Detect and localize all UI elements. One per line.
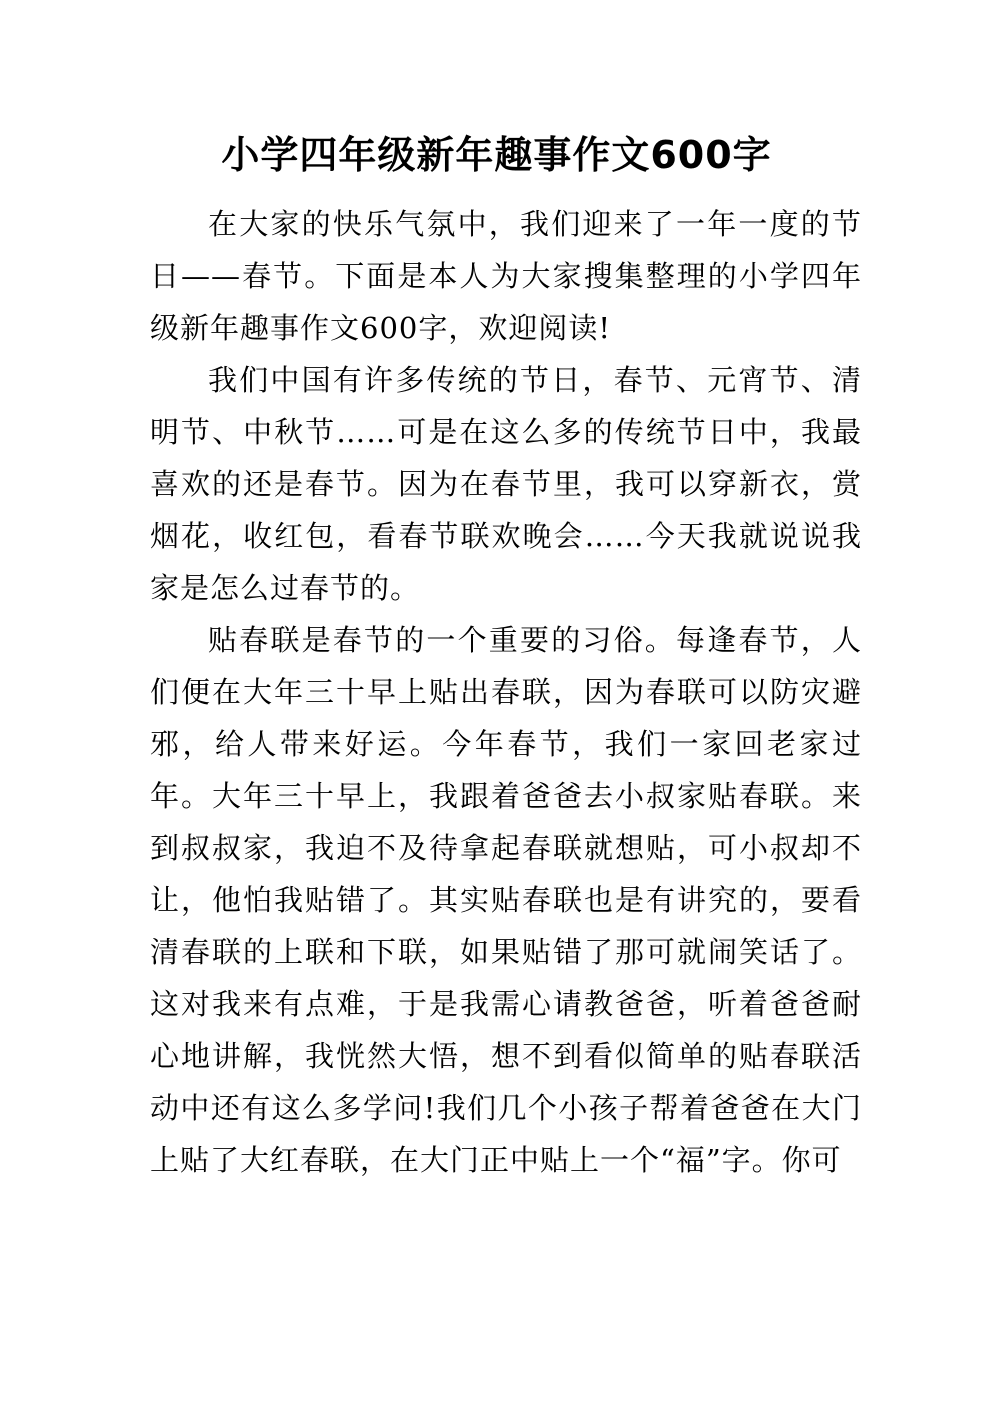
document-title: 小学四年级新年趣事作文600字 [221,133,772,177]
paragraph-spring-couplets: 贴春联是春节的一个重要的习俗。每逢春节，人们便在大年三十早上贴出春联，因为春联可以防灾避邪，给人带来好运。今年春节，我们一家回老家过年。大年三十早上，我跟着爸爸去小叔家贴春联。来到叔叔家，我迫不及待拿起春联就想贴，可小叔却不让，他怕我贴错了。其实贴春联也是有讲究的，要看清春联的上联和下联，如果贴错了那可就闹笑话了。这对我来有点难，于是我需心请教爸爸，听着爸爸耐心地讲解，我恍然大悟，想不到看似简单的贴春联活动中还有这么多学问!我们几个小孩子帮着爸爸在大门上贴了大红春联，在大门正中贴上一个“福”字。你可 [150,623,862,1177]
paragraph-intro: 在大家的快乐气氛中，我们迎来了一年一度的节日——春节。下面是本人为大家搜集整理的小学四年级新年趣事作文600字，欢迎阅读! [150,207,862,345]
paragraph-favorite-festival: 我们中国有许多传统的节日，春节、元宵节、清明节、中秋节……可是在这么多的传统节日中，我最喜欢的还是春节。因为在春节里，我可以穿新衣，赏烟花，收红包，看春节联欢晚会……今天我就说说我家是怎么过春节的。 [150,363,862,605]
document-body [150,198,862,1186]
